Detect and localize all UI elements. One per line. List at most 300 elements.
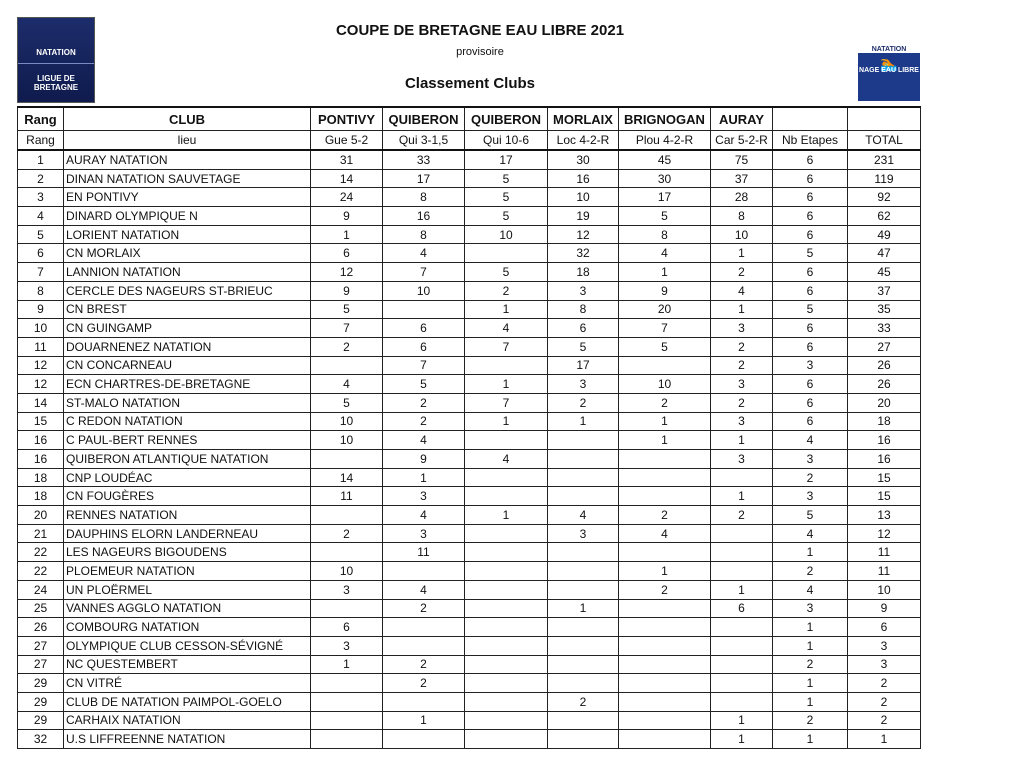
cell-rank: 12 (18, 375, 64, 394)
cell-morlaix: 8 (548, 300, 619, 319)
cell-total: 49 (848, 225, 921, 244)
cell-club: OLYMPIQUE CLUB CESSON-SÉVIGNÉ (64, 636, 311, 655)
cell-total: 26 (848, 356, 921, 375)
cell-total: 26 (848, 375, 921, 394)
table-row (18, 169, 921, 188)
table-row (18, 636, 921, 655)
cell-nb-etapes: 4 (773, 524, 848, 543)
cell-auray: 2 (711, 263, 773, 282)
cell-quiberon-1: 4 (383, 580, 465, 599)
column-header-club: CLUB (64, 107, 311, 131)
cell-quiberon-1 (383, 618, 465, 637)
cell-morlaix (548, 468, 619, 487)
cell-nb-etapes: 3 (773, 356, 848, 375)
cell-pontivy: 1 (311, 655, 383, 674)
column-header-morlaix: MORLAIX (548, 107, 619, 131)
cell-morlaix: 5 (548, 337, 619, 356)
cell-quiberon-1 (383, 730, 465, 749)
cell-auray (711, 655, 773, 674)
cell-quiberon-1: 4 (383, 431, 465, 450)
cell-nb-etapes: 6 (773, 263, 848, 282)
cell-quiberon-2: 4 (465, 319, 548, 338)
cell-pontivy: 9 (311, 207, 383, 226)
cell-nb-etapes: 1 (773, 636, 848, 655)
table-row (18, 487, 921, 506)
cell-auray (711, 562, 773, 581)
cell-quiberon-2 (465, 468, 548, 487)
cell-quiberon-1 (383, 562, 465, 581)
cell-auray (711, 636, 773, 655)
cell-club: CN MORLAIX (64, 244, 311, 263)
table-row (18, 562, 921, 581)
cell-nb-etapes: 1 (773, 618, 848, 637)
cell-morlaix: 30 (548, 150, 619, 169)
subheader-total: TOTAL (848, 131, 921, 151)
table-row (18, 580, 921, 599)
cell-nb-etapes: 3 (773, 487, 848, 506)
cell-quiberon-2: 5 (465, 207, 548, 226)
cell-auray: 6 (711, 599, 773, 618)
cell-brignogan: 4 (619, 244, 711, 263)
subheader-morlaix: Loc 4-2-R (548, 131, 619, 151)
cell-brignogan (619, 487, 711, 506)
cell-brignogan: 8 (619, 225, 711, 244)
cell-brignogan: 2 (619, 580, 711, 599)
cell-quiberon-1: 33 (383, 150, 465, 169)
cell-brignogan: 5 (619, 207, 711, 226)
cell-morlaix: 12 (548, 225, 619, 244)
cell-brignogan: 5 (619, 337, 711, 356)
cell-brignogan: 17 (619, 188, 711, 207)
cell-auray: 2 (711, 506, 773, 525)
cell-rank: 18 (18, 468, 64, 487)
cell-morlaix: 16 (548, 169, 619, 188)
cell-rank: 29 (18, 692, 64, 711)
cell-rank: 16 (18, 431, 64, 450)
cell-quiberon-2 (465, 431, 548, 450)
cell-auray: 3 (711, 412, 773, 431)
cell-club: PLOEMEUR NATATION (64, 562, 311, 581)
cell-quiberon-2 (465, 636, 548, 655)
subheader-quiberon-1: Qui 3-1,5 (383, 131, 465, 151)
cell-nb-etapes: 6 (773, 150, 848, 169)
cell-pontivy: 4 (311, 375, 383, 394)
cell-rank: 26 (18, 618, 64, 637)
table-row (18, 730, 921, 749)
cell-quiberon-2: 1 (465, 506, 548, 525)
cell-brignogan (619, 450, 711, 469)
cell-quiberon-1: 2 (383, 393, 465, 412)
cell-morlaix: 2 (548, 393, 619, 412)
cell-quiberon-2: 5 (465, 263, 548, 282)
cell-nb-etapes: 1 (773, 692, 848, 711)
cell-club: QUIBERON ATLANTIQUE NATATION (64, 450, 311, 469)
cell-total: 13 (848, 506, 921, 525)
cell-brignogan (619, 692, 711, 711)
cell-club: DINARD OLYMPIQUE N (64, 207, 311, 226)
cell-brignogan: 1 (619, 263, 711, 282)
cell-quiberon-1 (383, 692, 465, 711)
column-header-quiberon-1: QUIBERON (383, 107, 465, 131)
cell-rank: 2 (18, 169, 64, 188)
cell-brignogan: 2 (619, 393, 711, 412)
cell-quiberon-1: 3 (383, 487, 465, 506)
cell-morlaix: 18 (548, 263, 619, 282)
cell-rank: 16 (18, 450, 64, 469)
cell-rank: 5 (18, 225, 64, 244)
cell-total: 11 (848, 562, 921, 581)
club-ranking-table (17, 106, 921, 749)
cell-quiberon-2: 2 (465, 281, 548, 300)
cell-pontivy: 10 (311, 412, 383, 431)
cell-nb-etapes: 4 (773, 431, 848, 450)
cell-morlaix: 32 (548, 244, 619, 263)
cell-total: 2 (848, 711, 921, 730)
discipline-label: NAGE EAU LIBRE (859, 67, 919, 74)
cell-brignogan (619, 543, 711, 562)
cell-total: 35 (848, 300, 921, 319)
cell-rank: 15 (18, 412, 64, 431)
cell-quiberon-1 (383, 300, 465, 319)
cell-nb-etapes: 5 (773, 300, 848, 319)
cell-pontivy: 10 (311, 431, 383, 450)
cell-rank: 21 (18, 524, 64, 543)
region-logo-text: LIGUE DE BRETAGNE (33, 74, 79, 92)
cell-quiberon-1: 10 (383, 281, 465, 300)
cell-total: 16 (848, 431, 921, 450)
cell-brignogan: 4 (619, 524, 711, 543)
cell-quiberon-1: 6 (383, 337, 465, 356)
cell-nb-etapes: 6 (773, 281, 848, 300)
subheader-row (18, 131, 921, 151)
cell-quiberon-2: 1 (465, 300, 548, 319)
document-title: COUPE DE BRETAGNE EAU LIBRE 2021 (335, 22, 625, 39)
cell-nb-etapes: 2 (773, 562, 848, 581)
cell-club: CLUB DE NATATION PAIMPOL-GOELO (64, 692, 311, 711)
cell-brignogan: 9 (619, 281, 711, 300)
cell-nb-etapes: 6 (773, 169, 848, 188)
column-header-nb-etapes (773, 107, 848, 131)
cell-quiberon-1: 17 (383, 169, 465, 188)
cell-quiberon-2 (465, 599, 548, 618)
cell-auray: 2 (711, 393, 773, 412)
table-row (18, 468, 921, 487)
cell-pontivy: 5 (311, 393, 383, 412)
cell-auray: 3 (711, 319, 773, 338)
cell-morlaix (548, 618, 619, 637)
cell-quiberon-2 (465, 730, 548, 749)
cell-nb-etapes: 6 (773, 412, 848, 431)
cell-quiberon-2: 1 (465, 375, 548, 394)
cell-brignogan (619, 674, 711, 693)
table-row (18, 375, 921, 394)
subheader-auray: Car 5-2-R (711, 131, 773, 151)
discipline-logo-text: 🏊 NAGE EAU LIBRE (858, 53, 920, 101)
cell-quiberon-2 (465, 618, 548, 637)
cell-pontivy: 14 (311, 468, 383, 487)
cell-nb-etapes: 6 (773, 393, 848, 412)
cell-club: DOUARNENEZ NATATION (64, 337, 311, 356)
cell-quiberon-2: 10 (465, 225, 548, 244)
cell-pontivy (311, 730, 383, 749)
cell-club: DAUPHINS ELORN LANDERNEAU (64, 524, 311, 543)
cell-brignogan (619, 618, 711, 637)
cell-total: 119 (848, 169, 921, 188)
cell-quiberon-2: 5 (465, 169, 548, 188)
cell-morlaix: 3 (548, 375, 619, 394)
header-row (18, 107, 921, 131)
cell-pontivy: 2 (311, 524, 383, 543)
cell-quiberon-1: 3 (383, 524, 465, 543)
cell-total: 231 (848, 150, 921, 169)
cell-pontivy (311, 506, 383, 525)
cell-quiberon-2 (465, 580, 548, 599)
cell-brignogan: 1 (619, 431, 711, 450)
cell-morlaix: 19 (548, 207, 619, 226)
cell-total: 27 (848, 337, 921, 356)
cell-pontivy: 24 (311, 188, 383, 207)
cell-quiberon-2 (465, 543, 548, 562)
cell-club: CN GUINGAMP (64, 319, 311, 338)
cell-rank: 25 (18, 599, 64, 618)
cell-pontivy: 12 (311, 263, 383, 282)
cell-club: DINAN NATATION SAUVETAGE (64, 169, 311, 188)
cell-auray: 1 (711, 244, 773, 263)
cell-quiberon-1: 4 (383, 506, 465, 525)
cell-club: AURAY NATATION (64, 150, 311, 169)
cell-rank: 9 (18, 300, 64, 319)
cell-nb-etapes: 2 (773, 655, 848, 674)
cell-nb-etapes: 3 (773, 450, 848, 469)
cell-nb-etapes: 2 (773, 711, 848, 730)
cell-pontivy: 5 (311, 300, 383, 319)
table-row (18, 150, 921, 169)
cell-quiberon-1: 5 (383, 375, 465, 394)
column-header-auray: AURAY (711, 107, 773, 131)
cell-brignogan (619, 711, 711, 730)
table-row (18, 618, 921, 637)
cell-rank: 4 (18, 207, 64, 226)
cell-quiberon-1: 8 (383, 188, 465, 207)
cell-quiberon-2 (465, 356, 548, 375)
cell-pontivy: 2 (311, 337, 383, 356)
cell-pontivy: 6 (311, 618, 383, 637)
cell-rank: 32 (18, 730, 64, 749)
cell-nb-etapes: 1 (773, 730, 848, 749)
cell-morlaix: 3 (548, 281, 619, 300)
cell-pontivy (311, 692, 383, 711)
cell-quiberon-1: 7 (383, 263, 465, 282)
cell-quiberon-2 (465, 524, 548, 543)
cell-morlaix (548, 431, 619, 450)
cell-morlaix (548, 562, 619, 581)
cell-quiberon-1: 6 (383, 319, 465, 338)
status-text: provisoire (456, 46, 504, 58)
cell-total: 2 (848, 674, 921, 693)
cell-club: NC QUESTEMBERT (64, 655, 311, 674)
cell-total: 18 (848, 412, 921, 431)
cell-auray: 1 (711, 487, 773, 506)
cell-auray (711, 543, 773, 562)
cell-quiberon-1: 1 (383, 711, 465, 730)
cell-total: 12 (848, 524, 921, 543)
cell-rank: 22 (18, 543, 64, 562)
cell-brignogan: 10 (619, 375, 711, 394)
cell-total: 37 (848, 281, 921, 300)
table-row (18, 431, 921, 450)
cell-quiberon-1 (383, 636, 465, 655)
cell-club: ST-MALO NATATION (64, 393, 311, 412)
cell-club: CARHAIX NATATION (64, 711, 311, 730)
table-row (18, 319, 921, 338)
cell-quiberon-1: 7 (383, 356, 465, 375)
table-row (18, 356, 921, 375)
cell-rank: 27 (18, 655, 64, 674)
cell-rank: 10 (18, 319, 64, 338)
cell-quiberon-2: 4 (465, 450, 548, 469)
column-header-total (848, 107, 921, 131)
cell-total: 15 (848, 468, 921, 487)
cell-club: CERCLE DES NAGEURS ST-BRIEUC (64, 281, 311, 300)
cell-nb-etapes: 1 (773, 543, 848, 562)
cell-pontivy (311, 711, 383, 730)
cell-total: 6 (848, 618, 921, 637)
cell-pontivy (311, 543, 383, 562)
cell-morlaix: 3 (548, 524, 619, 543)
cell-club: ECN CHARTRES-DE-BRETAGNE (64, 375, 311, 394)
cell-quiberon-2: 17 (465, 150, 548, 169)
subheader-club: lieu (64, 131, 311, 151)
cell-nb-etapes: 3 (773, 599, 848, 618)
cell-club: CN VITRÉ (64, 674, 311, 693)
cell-quiberon-2 (465, 562, 548, 581)
subheader-nb-etapes: Nb Etapes (773, 131, 848, 151)
cell-total: 33 (848, 319, 921, 338)
cell-morlaix (548, 450, 619, 469)
nage-eau-libre-logo (858, 25, 920, 103)
cell-club: LES NAGEURS BIGOUDENS (64, 543, 311, 562)
cell-quiberon-2: 7 (465, 337, 548, 356)
cell-total: 9 (848, 599, 921, 618)
cell-rank: 24 (18, 580, 64, 599)
cell-pontivy: 10 (311, 562, 383, 581)
cell-nb-etapes: 4 (773, 580, 848, 599)
cell-brignogan (619, 655, 711, 674)
cell-morlaix: 17 (548, 356, 619, 375)
cell-pontivy (311, 674, 383, 693)
cell-rank: 18 (18, 487, 64, 506)
cell-quiberon-2: 5 (465, 188, 548, 207)
cell-brignogan: 30 (619, 169, 711, 188)
cell-total: 15 (848, 487, 921, 506)
cell-club: C PAUL-BERT RENNES (64, 431, 311, 450)
cell-quiberon-2: 1 (465, 412, 548, 431)
cell-quiberon-1: 9 (383, 450, 465, 469)
cell-pontivy (311, 356, 383, 375)
cell-pontivy: 31 (311, 150, 383, 169)
cell-morlaix (548, 487, 619, 506)
cell-total: 62 (848, 207, 921, 226)
cell-pontivy (311, 599, 383, 618)
cell-total: 3 (848, 655, 921, 674)
cell-quiberon-2 (465, 674, 548, 693)
cell-total: 92 (848, 188, 921, 207)
table-row (18, 692, 921, 711)
cell-auray: 2 (711, 356, 773, 375)
cell-brignogan (619, 468, 711, 487)
cell-quiberon-1: 16 (383, 207, 465, 226)
cell-rank: 29 (18, 711, 64, 730)
cell-quiberon-2: 7 (465, 393, 548, 412)
subheader-brignogan: Plou 4-2-R (619, 131, 711, 151)
cell-morlaix: 4 (548, 506, 619, 525)
cell-nb-etapes: 5 (773, 244, 848, 263)
cell-club: CN BREST (64, 300, 311, 319)
cell-club: U.S LIFFREENNE NATATION (64, 730, 311, 749)
table-row (18, 543, 921, 562)
cell-nb-etapes: 6 (773, 207, 848, 226)
cell-brignogan (619, 356, 711, 375)
column-header-rank: Rang (18, 107, 64, 131)
cell-auray: 3 (711, 375, 773, 394)
cell-auray (711, 468, 773, 487)
cell-nb-etapes: 6 (773, 337, 848, 356)
cell-morlaix: 6 (548, 319, 619, 338)
cell-auray: 10 (711, 225, 773, 244)
table-row (18, 263, 921, 282)
cell-club: VANNES AGGLO NATATION (64, 599, 311, 618)
cell-brignogan: 7 (619, 319, 711, 338)
cell-pontivy: 11 (311, 487, 383, 506)
table-row (18, 337, 921, 356)
cell-auray: 1 (711, 580, 773, 599)
cell-pontivy: 7 (311, 319, 383, 338)
cell-club: LORIENT NATATION (64, 225, 311, 244)
cell-auray (711, 674, 773, 693)
table-row (18, 281, 921, 300)
table-row (18, 207, 921, 226)
cell-club: LANNION NATATION (64, 263, 311, 282)
cell-quiberon-1: 1 (383, 468, 465, 487)
cell-morlaix (548, 655, 619, 674)
cell-quiberon-2 (465, 655, 548, 674)
cell-rank: 22 (18, 562, 64, 581)
cell-quiberon-1: 2 (383, 674, 465, 693)
cell-morlaix: 2 (548, 692, 619, 711)
cell-quiberon-1: 2 (383, 599, 465, 618)
cell-morlaix (548, 636, 619, 655)
cell-club: RENNES NATATION (64, 506, 311, 525)
cell-nb-etapes: 2 (773, 468, 848, 487)
cell-pontivy: 3 (311, 580, 383, 599)
cell-quiberon-1: 2 (383, 655, 465, 674)
table-row (18, 655, 921, 674)
cell-total: 45 (848, 263, 921, 282)
cell-total: 3 (848, 636, 921, 655)
cell-morlaix: 1 (548, 599, 619, 618)
cell-rank: 12 (18, 356, 64, 375)
natation-logo-text: NATATION (871, 46, 907, 53)
cell-total: 2 (848, 692, 921, 711)
cell-club: EN PONTIVY (64, 188, 311, 207)
cell-auray: 1 (711, 300, 773, 319)
cell-nb-etapes: 6 (773, 188, 848, 207)
table-row (18, 599, 921, 618)
cell-rank: 6 (18, 244, 64, 263)
cell-club: C REDON NATATION (64, 412, 311, 431)
cell-quiberon-2 (465, 711, 548, 730)
column-header-pontivy: PONTIVY (311, 107, 383, 131)
